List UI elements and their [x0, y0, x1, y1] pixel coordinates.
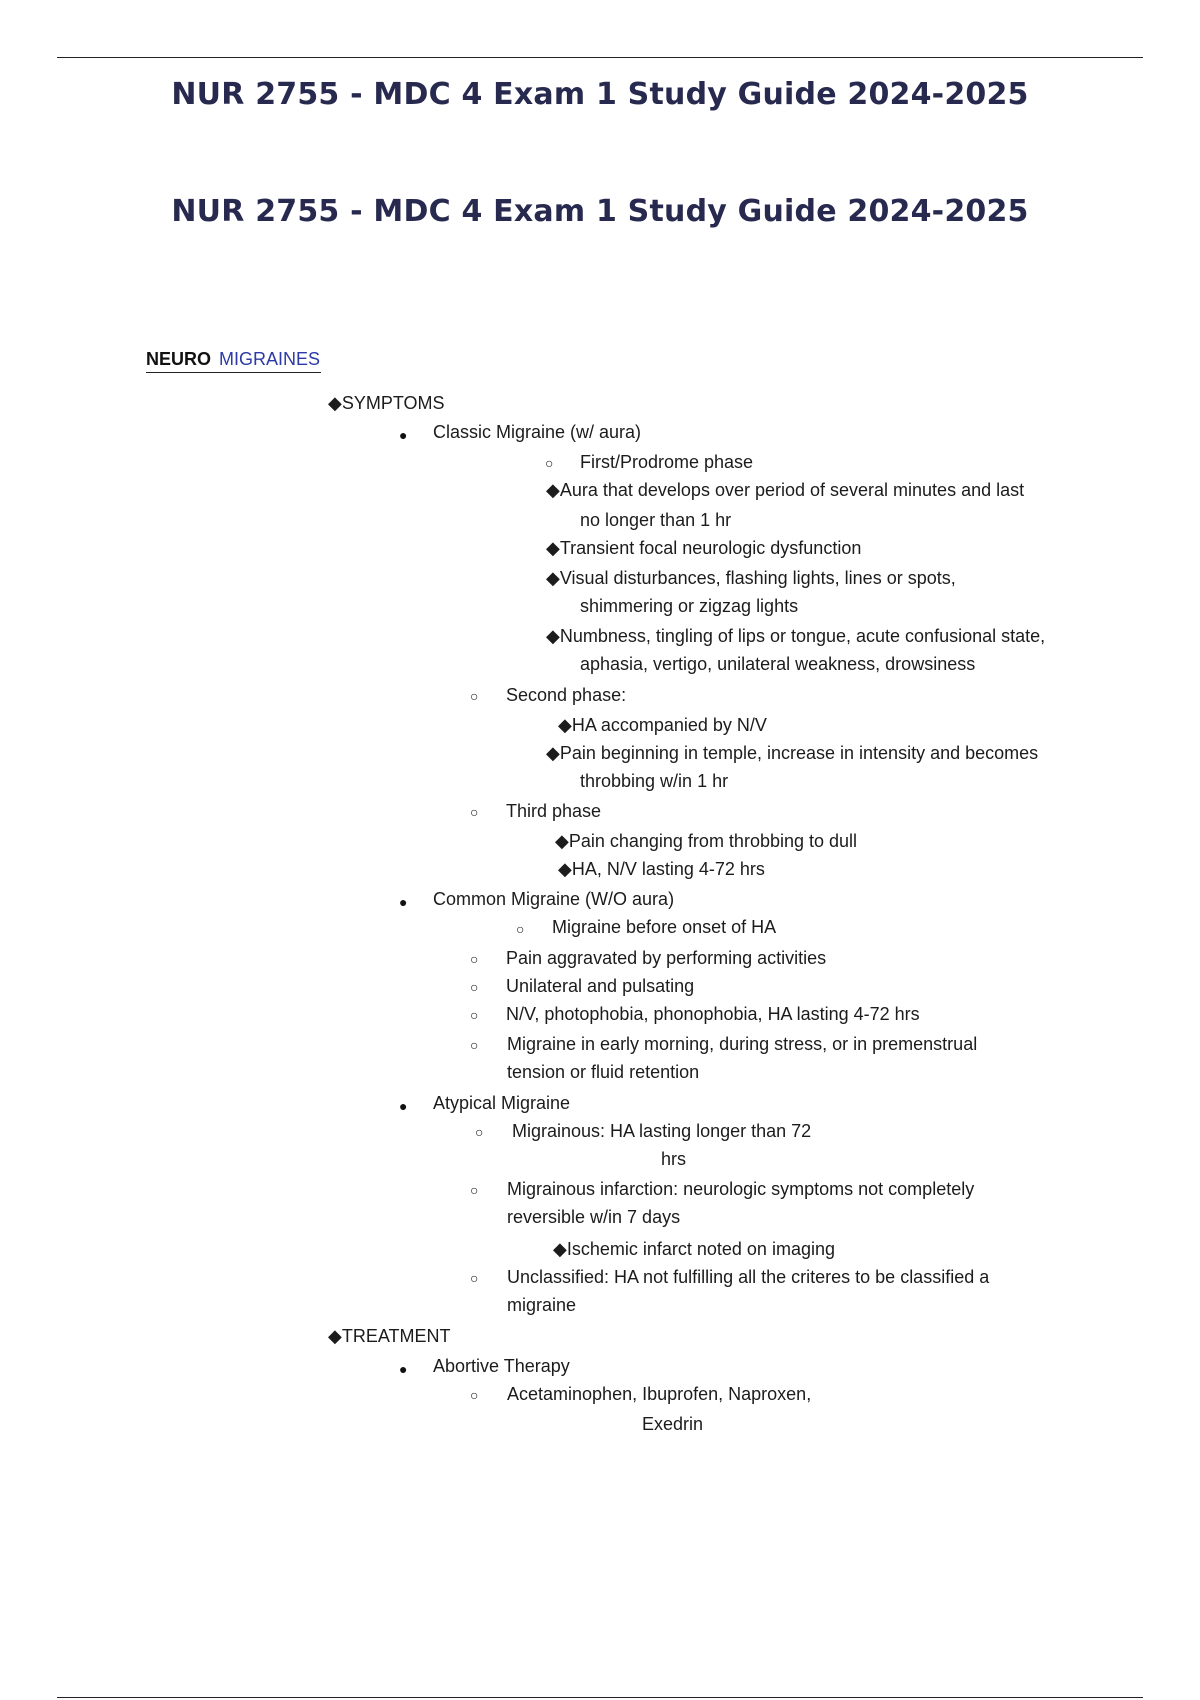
bullet-circle: ○: [470, 1270, 479, 1286]
list-item-migrainous: Migrainous: HA lasting longer than 72: [512, 1121, 812, 1141]
list-item-second-phase: Second phase:: [506, 685, 627, 705]
list-item-third-phase: Third phase: [506, 801, 602, 821]
symptoms-heading: ◆SYMPTOMS: [328, 393, 445, 413]
bullet-circle: ○: [470, 1182, 479, 1198]
bullet-circle: ○: [475, 1124, 484, 1140]
bullet-dot: ●: [399, 1098, 408, 1114]
list-item-aura: ◆Aura that develops over period of several minutes and last: [546, 480, 1025, 500]
bullet-circle: ○: [470, 804, 479, 820]
list-item-aura-cont: no longer than 1 hr: [580, 510, 732, 530]
bullet-circle: ○: [470, 951, 479, 967]
list-item-ha-lasting: ◆HA, N/V lasting 4-72 hrs: [558, 859, 765, 879]
list-item-visual-cont: shimmering or zigzag lights: [580, 596, 799, 616]
list-item-numbness-cont: aphasia, vertigo, unilateral weakness, drowsiness: [580, 654, 976, 674]
bullet-circle: ○: [470, 1007, 479, 1023]
list-item-first-phase: First/Prodrome phase: [580, 452, 754, 472]
list-item-photophobia: N/V, photophobia, phonophobia, HA lasting 4-72 hrs: [506, 1004, 920, 1024]
list-item-numbness: ◆Numbness, tingling of lips or tongue, acute confusional state,: [546, 626, 1046, 646]
list-item-otc-cont: Exedrin: [642, 1414, 704, 1434]
list-item-unclassified-cont: migraine: [507, 1295, 577, 1315]
bullet-circle: ○: [516, 921, 525, 937]
list-item-before-onset: Migraine before onset of HA: [552, 917, 777, 937]
treatment-heading: ◆TREATMENT: [328, 1326, 451, 1346]
bullet-circle: ○: [470, 1037, 479, 1053]
bullet-dot: ●: [399, 427, 408, 443]
bullet-circle: ○: [545, 455, 554, 471]
bullet-dot: ●: [399, 1361, 408, 1377]
list-item-early-morning-cont: tension or fluid retention: [507, 1062, 700, 1082]
bullet-circle: ○: [470, 1387, 479, 1403]
section-migraines-link[interactable]: MIGRAINES: [219, 349, 321, 369]
section-neuro-label: NEURO: [146, 349, 212, 369]
list-item-infarction: Migrainous infarction: neurologic symptoms not completely: [507, 1179, 975, 1199]
list-item-infarction-cont: reversible w/in 7 days: [507, 1207, 681, 1227]
list-item-otc: Acetaminophen, Ibuprofen, Naproxen,: [507, 1384, 812, 1404]
document-title: NUR 2755 - MDC 4 Exam 1 Study Guide 2024-2025: [171, 77, 1029, 112]
list-item-transient: ◆Transient focal neurologic dysfunction: [546, 538, 862, 558]
list-item-abortive: Abortive Therapy: [433, 1356, 570, 1376]
list-item-pain-change: ◆Pain changing from throbbing to dull: [555, 831, 858, 851]
list-item-ischemic: ◆Ischemic infarct noted on imaging: [553, 1239, 835, 1259]
bullet-dot: ●: [399, 894, 408, 910]
list-item-classic: Classic Migraine (w/ aura): [433, 422, 642, 442]
list-item-aggravated: Pain aggravated by performing activities: [506, 948, 827, 968]
document-title-repeat: NUR 2755 - MDC 4 Exam 1 Study Guide 2024-2025: [171, 194, 1029, 229]
list-item-early-morning: Migraine in early morning, during stress, or in premenstrual: [507, 1034, 978, 1054]
footer-rule: [57, 1697, 1143, 1698]
bullet-circle: ○: [470, 688, 479, 704]
list-item-pain-temple: ◆Pain beginning in temple, increase in intensity and becomes: [546, 743, 1039, 763]
list-item-migrainous-cont: hrs: [661, 1149, 687, 1169]
list-item-atypical: Atypical Migraine: [433, 1093, 571, 1113]
header-rule: [57, 57, 1143, 58]
list-item-common: Common Migraine (W/O aura): [433, 889, 675, 909]
list-item-ha-nv: ◆HA accompanied by N/V: [558, 715, 767, 735]
list-item-unclassified: Unclassified: HA not fulfilling all the criteres to be classified a: [507, 1267, 990, 1287]
bullet-circle: ○: [470, 979, 479, 995]
list-item-pain-temple-cont: throbbing w/in 1 hr: [580, 771, 729, 791]
list-item-unilateral: Unilateral and pulsating: [506, 976, 695, 996]
section-heading: [146, 347, 321, 373]
list-item-visual: ◆Visual disturbances, flashing lights, lines or spots,: [546, 568, 956, 588]
